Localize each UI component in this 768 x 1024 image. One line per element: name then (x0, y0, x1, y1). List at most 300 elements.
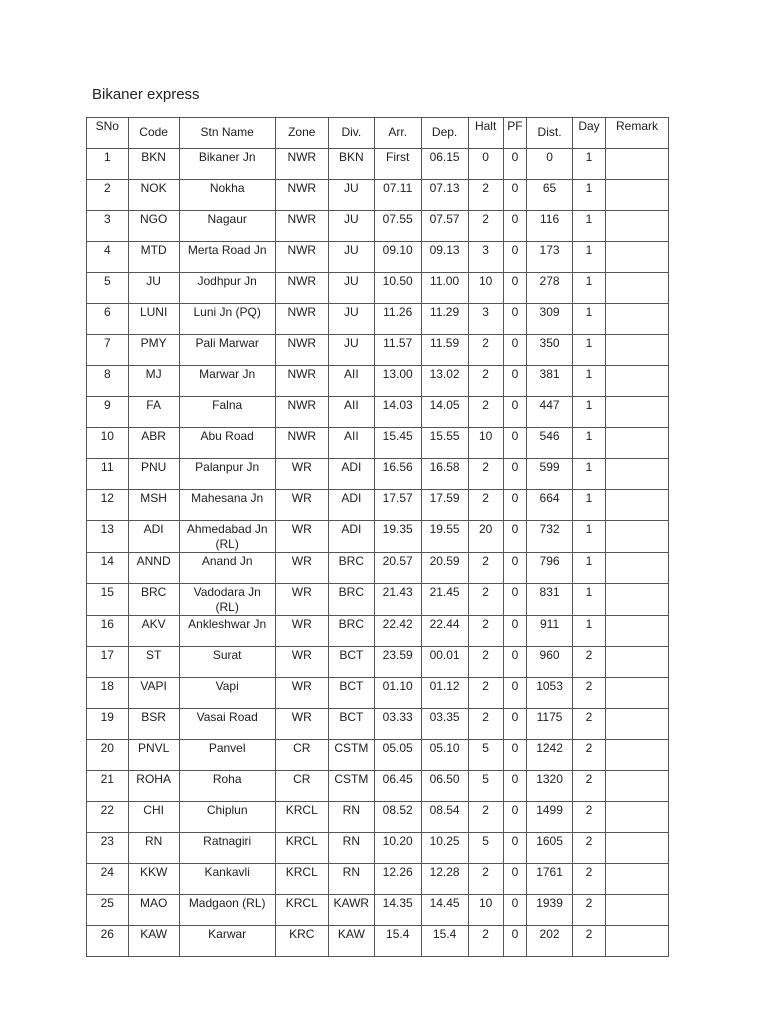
cell-div: KAW (328, 926, 374, 957)
cell-arr: 16.56 (374, 459, 421, 490)
document-title: Bikaner express (92, 86, 200, 103)
cell-dist: 65 (527, 180, 573, 211)
cell-zone: NWR (275, 366, 328, 397)
cell-dist: 796 (527, 553, 573, 584)
cell-sno: 6 (87, 304, 129, 335)
table-row (87, 678, 669, 709)
cell-day: 1 (572, 553, 605, 584)
cell-div: RN (328, 833, 374, 864)
cell-halt: 2 (468, 459, 503, 490)
cell-div: AII (328, 397, 374, 428)
cell-remark (606, 802, 669, 833)
cell-code: FA (128, 397, 179, 428)
cell-zone: KRCL (275, 895, 328, 926)
header-code: Code (128, 118, 179, 149)
cell-div: RN (328, 864, 374, 895)
cell-remark (606, 584, 669, 616)
timetable-header (87, 118, 669, 149)
cell-dep: 20.59 (421, 553, 468, 584)
cell-arr: 11.57 (374, 335, 421, 366)
cell-dist: 664 (527, 490, 573, 521)
cell-halt: 2 (468, 709, 503, 740)
table-row (87, 304, 669, 335)
cell-sno: 4 (87, 242, 129, 273)
cell-code: ROHA (128, 771, 179, 802)
cell-stn-name: Falna (179, 397, 275, 428)
cell-arr: 11.26 (374, 304, 421, 335)
cell-remark (606, 180, 669, 211)
cell-arr: First (374, 149, 421, 180)
cell-dep: 05.10 (421, 740, 468, 771)
cell-div: KAWR (328, 895, 374, 926)
cell-dep: 15.4 (421, 926, 468, 957)
cell-sno: 7 (87, 335, 129, 366)
cell-pf: 0 (503, 211, 526, 242)
table-row (87, 273, 669, 304)
cell-code: MTD (128, 242, 179, 273)
table-row (87, 366, 669, 397)
cell-dist: 202 (527, 926, 573, 957)
cell-remark (606, 926, 669, 957)
cell-code: RN (128, 833, 179, 864)
cell-pf: 0 (503, 647, 526, 678)
table-row (87, 242, 669, 273)
cell-day: 2 (572, 802, 605, 833)
table-row (87, 584, 669, 616)
cell-zone: CR (275, 740, 328, 771)
cell-zone: NWR (275, 397, 328, 428)
cell-zone: NWR (275, 180, 328, 211)
timetable (86, 117, 669, 957)
cell-dep: 11.29 (421, 304, 468, 335)
table-row (87, 864, 669, 895)
cell-div: JU (328, 211, 374, 242)
cell-remark (606, 428, 669, 459)
cell-div: BRC (328, 553, 374, 584)
cell-sno: 13 (87, 521, 129, 553)
cell-dist: 1939 (527, 895, 573, 926)
cell-arr: 14.03 (374, 397, 421, 428)
cell-arr: 12.26 (374, 864, 421, 895)
cell-zone: NWR (275, 428, 328, 459)
cell-dep: 09.13 (421, 242, 468, 273)
cell-code: BKN (128, 149, 179, 180)
cell-zone: NWR (275, 273, 328, 304)
cell-remark (606, 553, 669, 584)
cell-day: 1 (572, 397, 605, 428)
cell-remark (606, 616, 669, 647)
table-row (87, 180, 669, 211)
cell-code: VAPI (128, 678, 179, 709)
cell-zone: KRC (275, 926, 328, 957)
cell-zone: NWR (275, 335, 328, 366)
cell-pf: 0 (503, 428, 526, 459)
cell-remark (606, 647, 669, 678)
cell-stn-name: Nagaur (179, 211, 275, 242)
cell-arr: 17.57 (374, 490, 421, 521)
cell-remark (606, 397, 669, 428)
cell-code: JU (128, 273, 179, 304)
cell-zone: WR (275, 647, 328, 678)
cell-pf: 0 (503, 366, 526, 397)
cell-stn-name: Vadodara Jn (RL) (179, 584, 275, 616)
cell-arr: 13.00 (374, 366, 421, 397)
cell-arr: 10.50 (374, 273, 421, 304)
cell-div: ADI (328, 459, 374, 490)
cell-code: KAW (128, 926, 179, 957)
cell-pf: 0 (503, 802, 526, 833)
table-row (87, 428, 669, 459)
cell-dep: 06.50 (421, 771, 468, 802)
cell-stn-name: Merta Road Jn (179, 242, 275, 273)
cell-zone: WR (275, 616, 328, 647)
cell-remark (606, 335, 669, 366)
cell-dep: 12.28 (421, 864, 468, 895)
cell-zone: CR (275, 771, 328, 802)
cell-sno: 25 (87, 895, 129, 926)
cell-zone: WR (275, 521, 328, 553)
cell-arr: 08.52 (374, 802, 421, 833)
cell-div: BCT (328, 678, 374, 709)
cell-dep: 13.02 (421, 366, 468, 397)
cell-day: 2 (572, 740, 605, 771)
cell-pf: 0 (503, 180, 526, 211)
header-pf: PF (503, 118, 526, 149)
cell-dep: 14.45 (421, 895, 468, 926)
header-dep: Dep. (421, 118, 468, 149)
cell-stn-name: Kankavli (179, 864, 275, 895)
cell-sno: 15 (87, 584, 129, 616)
cell-code: PNVL (128, 740, 179, 771)
cell-dep: 14.05 (421, 397, 468, 428)
cell-dist: 546 (527, 428, 573, 459)
cell-day: 2 (572, 771, 605, 802)
cell-arr: 15.4 (374, 926, 421, 957)
cell-halt: 2 (468, 584, 503, 616)
cell-zone: NWR (275, 149, 328, 180)
cell-halt: 2 (468, 180, 503, 211)
cell-dep: 01.12 (421, 678, 468, 709)
cell-sno: 18 (87, 678, 129, 709)
cell-remark (606, 678, 669, 709)
cell-halt: 2 (468, 553, 503, 584)
cell-code: ST (128, 647, 179, 678)
cell-sno: 24 (87, 864, 129, 895)
cell-dep: 00.01 (421, 647, 468, 678)
cell-sno: 11 (87, 459, 129, 490)
cell-arr: 06.45 (374, 771, 421, 802)
cell-pf: 0 (503, 242, 526, 273)
cell-pf: 0 (503, 833, 526, 864)
cell-sno: 8 (87, 366, 129, 397)
cell-code: BSR (128, 709, 179, 740)
cell-pf: 0 (503, 740, 526, 771)
cell-zone: WR (275, 709, 328, 740)
cell-code: PNU (128, 459, 179, 490)
cell-halt: 3 (468, 304, 503, 335)
header-sno: SNo (87, 118, 129, 149)
cell-zone: WR (275, 490, 328, 521)
cell-stn-name: Roha (179, 771, 275, 802)
cell-zone: WR (275, 553, 328, 584)
cell-dep: 07.57 (421, 211, 468, 242)
cell-day: 2 (572, 895, 605, 926)
cell-halt: 2 (468, 864, 503, 895)
cell-dep: 11.59 (421, 335, 468, 366)
cell-halt: 2 (468, 926, 503, 957)
cell-dep: 17.59 (421, 490, 468, 521)
cell-day: 2 (572, 678, 605, 709)
cell-stn-name: Ratnagiri (179, 833, 275, 864)
cell-day: 1 (572, 211, 605, 242)
cell-dist: 1242 (527, 740, 573, 771)
cell-stn-name: Chiplun (179, 802, 275, 833)
cell-halt: 2 (468, 366, 503, 397)
table-row (87, 335, 669, 366)
cell-dist: 831 (527, 584, 573, 616)
cell-pf: 0 (503, 304, 526, 335)
cell-stn-name: Nokha (179, 180, 275, 211)
cell-remark (606, 740, 669, 771)
cell-zone: NWR (275, 304, 328, 335)
cell-dist: 116 (527, 211, 573, 242)
cell-arr: 01.10 (374, 678, 421, 709)
cell-code: MSH (128, 490, 179, 521)
cell-div: JU (328, 180, 374, 211)
cell-dep: 21.45 (421, 584, 468, 616)
cell-sno: 22 (87, 802, 129, 833)
cell-sno: 19 (87, 709, 129, 740)
header-remark: Remark (606, 118, 669, 149)
cell-dep: 11.00 (421, 273, 468, 304)
cell-dep: 19.55 (421, 521, 468, 553)
cell-day: 2 (572, 833, 605, 864)
table-row (87, 211, 669, 242)
cell-zone: WR (275, 678, 328, 709)
cell-remark (606, 273, 669, 304)
cell-dep: 22.44 (421, 616, 468, 647)
cell-div: RN (328, 802, 374, 833)
cell-div: JU (328, 273, 374, 304)
cell-arr: 09.10 (374, 242, 421, 273)
cell-zone: KRCL (275, 802, 328, 833)
cell-day: 1 (572, 459, 605, 490)
cell-stn-name: Vapi (179, 678, 275, 709)
header-row (87, 118, 669, 149)
cell-code: KKW (128, 864, 179, 895)
cell-halt: 2 (468, 616, 503, 647)
cell-halt: 0 (468, 149, 503, 180)
cell-pf: 0 (503, 490, 526, 521)
cell-pf: 0 (503, 616, 526, 647)
table-row (87, 802, 669, 833)
header-day: Day (572, 118, 605, 149)
cell-zone: KRCL (275, 833, 328, 864)
table-row (87, 740, 669, 771)
cell-dist: 1053 (527, 678, 573, 709)
table-row (87, 709, 669, 740)
cell-zone: WR (275, 459, 328, 490)
table-row (87, 521, 669, 553)
cell-remark (606, 304, 669, 335)
table-row (87, 833, 669, 864)
cell-code: MJ (128, 366, 179, 397)
cell-remark (606, 490, 669, 521)
cell-stn-name: Ankleshwar Jn (179, 616, 275, 647)
cell-zone: KRCL (275, 864, 328, 895)
cell-stn-name: Karwar (179, 926, 275, 957)
cell-div: BCT (328, 709, 374, 740)
header-arr: Arr. (374, 118, 421, 149)
cell-pf: 0 (503, 678, 526, 709)
cell-halt: 20 (468, 521, 503, 553)
cell-div: CSTM (328, 771, 374, 802)
cell-div: AII (328, 428, 374, 459)
cell-sno: 23 (87, 833, 129, 864)
cell-stn-name: Luni Jn (PQ) (179, 304, 275, 335)
cell-sno: 21 (87, 771, 129, 802)
cell-pf: 0 (503, 273, 526, 304)
cell-dist: 309 (527, 304, 573, 335)
cell-sno: 9 (87, 397, 129, 428)
cell-stn-name: Ahmedabad Jn (RL) (179, 521, 275, 553)
cell-sno: 16 (87, 616, 129, 647)
cell-halt: 2 (468, 678, 503, 709)
cell-dist: 1499 (527, 802, 573, 833)
cell-code: NGO (128, 211, 179, 242)
cell-pf: 0 (503, 709, 526, 740)
cell-arr: 03.33 (374, 709, 421, 740)
cell-dist: 1761 (527, 864, 573, 895)
cell-day: 1 (572, 366, 605, 397)
cell-stn-name: Panvel (179, 740, 275, 771)
cell-stn-name: Anand Jn (179, 553, 275, 584)
cell-sno: 5 (87, 273, 129, 304)
cell-remark (606, 366, 669, 397)
cell-stn-name: Abu Road (179, 428, 275, 459)
cell-sno: 14 (87, 553, 129, 584)
cell-halt: 5 (468, 771, 503, 802)
cell-pf: 0 (503, 335, 526, 366)
header-stn-name: Stn Name (179, 118, 275, 149)
cell-dist: 350 (527, 335, 573, 366)
cell-day: 1 (572, 490, 605, 521)
cell-zone: WR (275, 584, 328, 616)
cell-div: AII (328, 366, 374, 397)
cell-sno: 12 (87, 490, 129, 521)
table-row (87, 397, 669, 428)
cell-pf: 0 (503, 584, 526, 616)
cell-day: 1 (572, 180, 605, 211)
cell-dep: 08.54 (421, 802, 468, 833)
cell-halt: 2 (468, 802, 503, 833)
cell-code: MAO (128, 895, 179, 926)
cell-dist: 911 (527, 616, 573, 647)
cell-pf: 0 (503, 459, 526, 490)
cell-day: 1 (572, 149, 605, 180)
cell-remark (606, 242, 669, 273)
cell-day: 1 (572, 616, 605, 647)
cell-halt: 2 (468, 647, 503, 678)
cell-day: 1 (572, 428, 605, 459)
cell-pf: 0 (503, 521, 526, 553)
cell-dist: 447 (527, 397, 573, 428)
table-row (87, 553, 669, 584)
cell-arr: 19.35 (374, 521, 421, 553)
cell-zone: NWR (275, 211, 328, 242)
cell-code: ADI (128, 521, 179, 553)
cell-pf: 0 (503, 149, 526, 180)
cell-halt: 5 (468, 833, 503, 864)
cell-div: BCT (328, 647, 374, 678)
cell-sno: 10 (87, 428, 129, 459)
cell-sno: 26 (87, 926, 129, 957)
cell-dist: 599 (527, 459, 573, 490)
table-row (87, 490, 669, 521)
cell-arr: 07.55 (374, 211, 421, 242)
table-row (87, 616, 669, 647)
cell-dist: 278 (527, 273, 573, 304)
cell-pf: 0 (503, 864, 526, 895)
cell-remark (606, 833, 669, 864)
cell-dep: 06.15 (421, 149, 468, 180)
cell-stn-name: Surat (179, 647, 275, 678)
cell-code: NOK (128, 180, 179, 211)
cell-arr: 14.35 (374, 895, 421, 926)
header-dist: Dist. (527, 118, 573, 149)
table-row (87, 895, 669, 926)
cell-remark (606, 771, 669, 802)
cell-div: JU (328, 335, 374, 366)
cell-stn-name: Jodhpur Jn (179, 273, 275, 304)
table-row (87, 647, 669, 678)
cell-stn-name: Vasai Road (179, 709, 275, 740)
cell-code: ANND (128, 553, 179, 584)
cell-code: AKV (128, 616, 179, 647)
cell-div: JU (328, 304, 374, 335)
cell-halt: 10 (468, 428, 503, 459)
cell-arr: 22.42 (374, 616, 421, 647)
table-row (87, 771, 669, 802)
cell-arr: 07.11 (374, 180, 421, 211)
cell-day: 1 (572, 242, 605, 273)
timetable-body (87, 149, 669, 957)
cell-stn-name: Mahesana Jn (179, 490, 275, 521)
cell-sno: 1 (87, 149, 129, 180)
cell-arr: 21.43 (374, 584, 421, 616)
cell-day: 1 (572, 273, 605, 304)
cell-arr: 15.45 (374, 428, 421, 459)
cell-div: ADI (328, 521, 374, 553)
cell-day: 2 (572, 864, 605, 895)
cell-dist: 381 (527, 366, 573, 397)
cell-arr: 10.20 (374, 833, 421, 864)
cell-pf: 0 (503, 771, 526, 802)
cell-div: CSTM (328, 740, 374, 771)
table-row (87, 149, 669, 180)
cell-arr: 20.57 (374, 553, 421, 584)
cell-pf: 0 (503, 926, 526, 957)
cell-remark (606, 709, 669, 740)
cell-code: CHI (128, 802, 179, 833)
cell-div: BKN (328, 149, 374, 180)
cell-dep: 07.13 (421, 180, 468, 211)
cell-stn-name: Palanpur Jn (179, 459, 275, 490)
table-row (87, 459, 669, 490)
cell-day: 1 (572, 335, 605, 366)
cell-pf: 0 (503, 895, 526, 926)
cell-dep: 10.25 (421, 833, 468, 864)
